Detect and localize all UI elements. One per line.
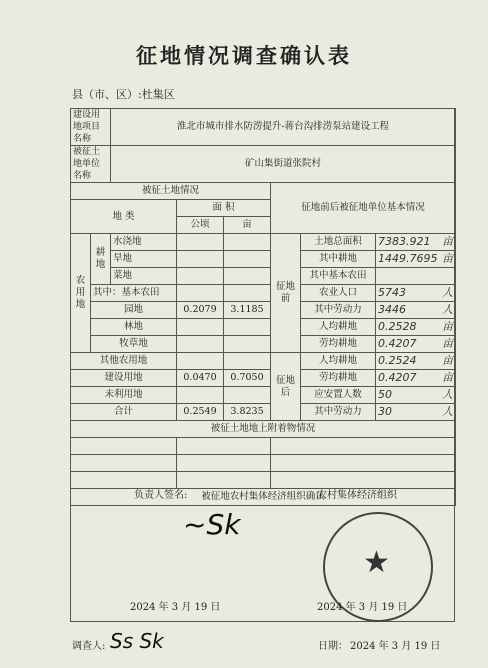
row-4-item: 其中劳动力 bbox=[301, 302, 376, 319]
row-10-ha: 0.2549 bbox=[177, 404, 224, 421]
county-label: 县（市、区）:杜集区 bbox=[72, 88, 175, 101]
unit-name: 矿山集街道张院村 bbox=[111, 146, 456, 183]
investigator-label: 调查人: bbox=[72, 641, 106, 652]
row-10-category: 合计 bbox=[71, 404, 177, 421]
row-4-ha: 0.2079 bbox=[177, 302, 224, 319]
row-6-item: 劳均耕地 bbox=[301, 336, 376, 353]
farmland-label: 农用地 bbox=[71, 234, 91, 353]
date-label: 日期： bbox=[318, 641, 348, 652]
row-1-item: 其中耕地 bbox=[301, 251, 376, 268]
row-8-item: 劳均耕地 bbox=[301, 370, 376, 387]
row-6-category: 牧草地 bbox=[91, 336, 177, 353]
row-4-mu: 3.1185 bbox=[224, 302, 271, 319]
signer-label: 负责人签名: bbox=[134, 490, 188, 501]
page-title: 征地情况调查确认表 bbox=[136, 43, 352, 68]
row-7-value: 0.2524 亩 bbox=[376, 353, 456, 370]
row-9-item: 应安置人数 bbox=[301, 387, 376, 404]
row-7-item: 人均耕地 bbox=[301, 353, 376, 370]
row-9-category: 未利用地 bbox=[71, 387, 177, 404]
row-0-category: 水浇地 bbox=[111, 234, 177, 251]
category-header: 地 类 bbox=[71, 200, 177, 234]
row-1-category: 旱地 bbox=[111, 251, 177, 268]
investigator-signature: Ss Sk bbox=[110, 629, 164, 653]
star-icon: ★ bbox=[363, 545, 390, 580]
row-4-value: 3446 人 bbox=[376, 302, 456, 319]
hectare-header: 公顷 bbox=[177, 217, 224, 234]
date-value: 2024 年 3 月 19 日 bbox=[350, 641, 441, 652]
row-8-ha: 0.0470 bbox=[177, 370, 224, 387]
row-3-value: 5743 人 bbox=[376, 285, 456, 302]
row-7-category: 其他农用地 bbox=[71, 353, 177, 370]
project-label: 建设用地项目名称 bbox=[71, 109, 111, 146]
mu-header: 亩 bbox=[224, 217, 271, 234]
row-2-category: 菜地 bbox=[111, 268, 177, 285]
signer-date: 2024 年 3 月 19 日 bbox=[130, 602, 221, 613]
project-name: 淮北市城市排水防涝提升-蒋台沟排涝泵站建设工程 bbox=[111, 109, 456, 146]
row-1-value: 1449.7695 亩 bbox=[376, 251, 456, 268]
signer-signature: ~Sk bbox=[183, 508, 241, 541]
row-8-category: 建设用地 bbox=[71, 370, 177, 387]
row-0-value: 7383.921 亩 bbox=[376, 234, 456, 251]
gengdi-label: 耕地 bbox=[91, 234, 111, 285]
org-label: 农村集体经济组织 bbox=[317, 490, 397, 501]
row-4-category: 园地 bbox=[91, 302, 177, 319]
row-8-mu: 0.7050 bbox=[224, 370, 271, 387]
row-3-item: 农业人口 bbox=[301, 285, 376, 302]
after-label: 征地后 bbox=[271, 353, 301, 421]
section-header: 被征土地情况 bbox=[71, 183, 271, 200]
row-6-value: 0.4207 亩 bbox=[376, 336, 456, 353]
row-10-item: 其中劳动力 bbox=[301, 404, 376, 421]
row-10-value: 30 人 bbox=[376, 404, 456, 421]
row-5-item: 人均耕地 bbox=[301, 319, 376, 336]
row-5-category: 林地 bbox=[91, 319, 177, 336]
org-date: 2024 年 3 月 19 日 bbox=[317, 602, 408, 613]
confirm-label: 被征地农村集体经济组织确认 bbox=[71, 489, 456, 506]
row-10-mu: 3.8235 bbox=[224, 404, 271, 421]
row-0-item: 土地总面积 bbox=[301, 234, 376, 251]
row-8-value: 0.4207 亩 bbox=[376, 370, 456, 387]
row-2-item: 其中基本农田 bbox=[301, 268, 376, 285]
before-label: 征地前 bbox=[271, 234, 301, 353]
row-3-category: 其中：基本农田 bbox=[91, 285, 177, 302]
unit-label: 被征土地单位名称 bbox=[71, 146, 111, 183]
area-header: 面 积 bbox=[177, 200, 271, 217]
row-5-value: 0.2528 亩 bbox=[376, 319, 456, 336]
row-9-value: 50 人 bbox=[376, 387, 456, 404]
right-header: 征地前后被征地单位基本情况 bbox=[271, 183, 456, 234]
attachments-label: 被征土地地上附着物情况 bbox=[71, 421, 456, 438]
